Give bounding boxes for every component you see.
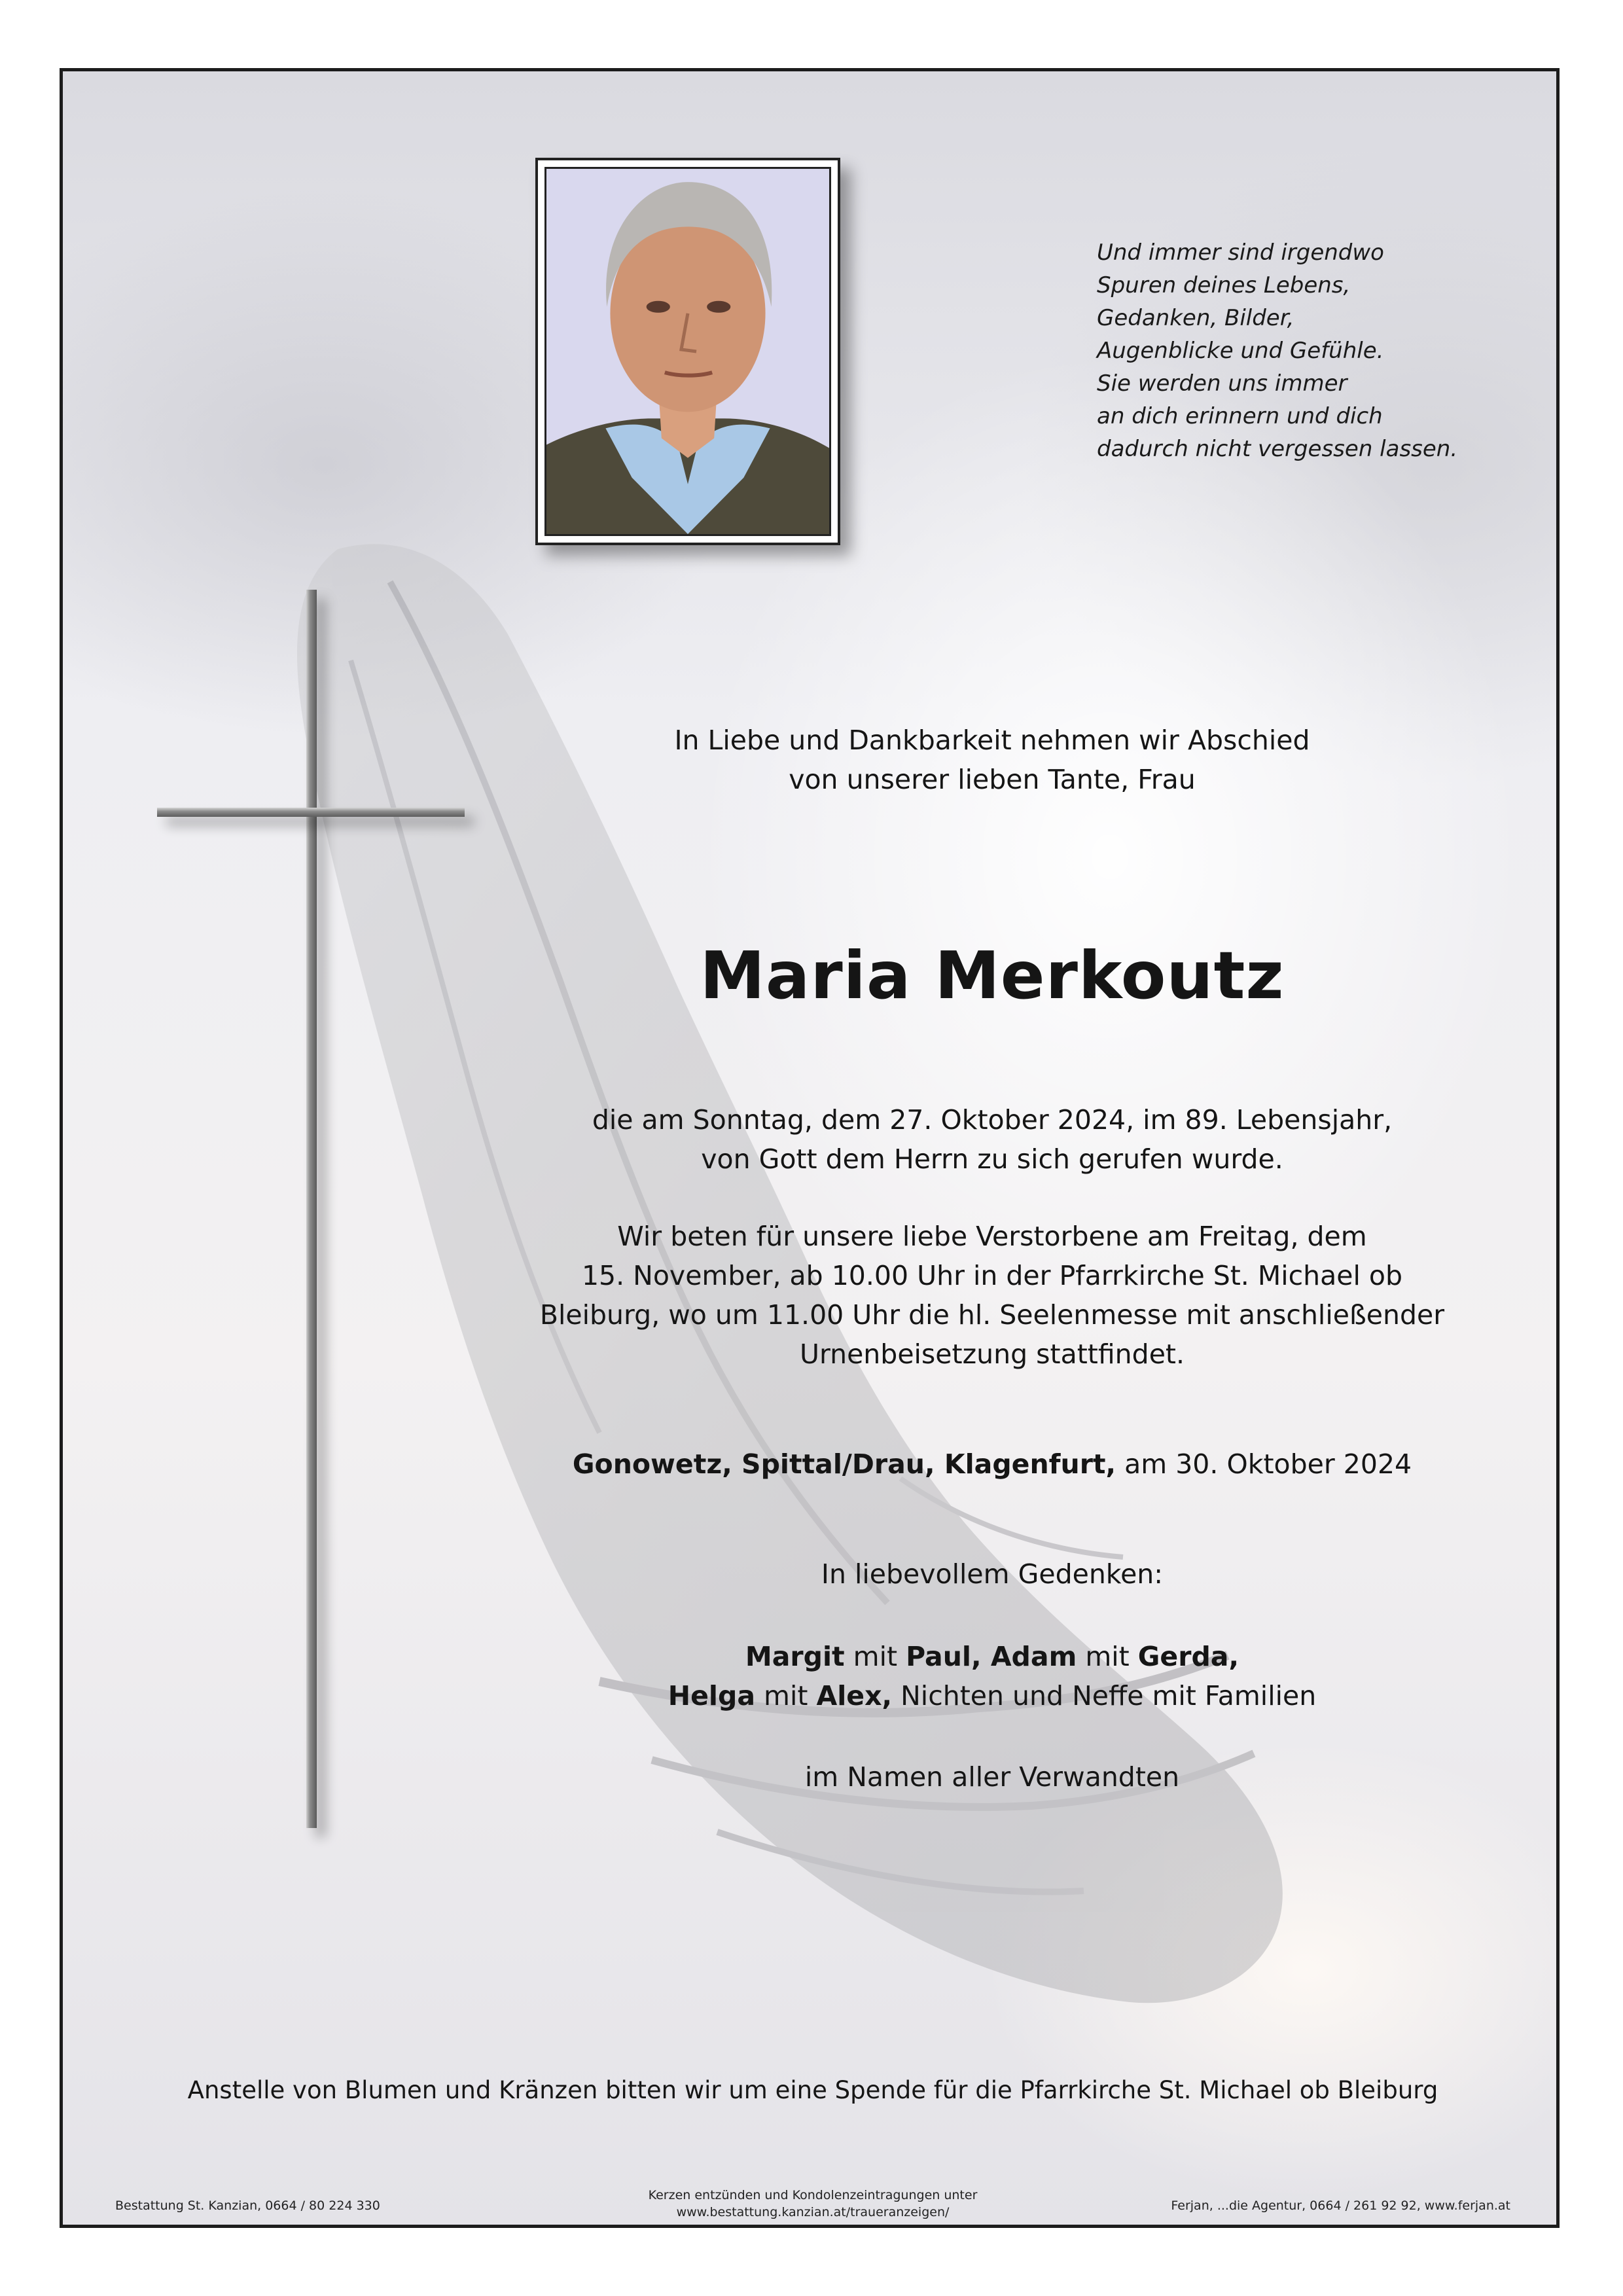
cross-horizontal-bar xyxy=(157,808,465,817)
poem-line: an dich erinnern und dich xyxy=(1097,403,1383,429)
death-line: die am Sonntag, dem 27. Oktober 2024, im 89. Lebensjahr, xyxy=(592,1104,1393,1136)
memorial-poem xyxy=(1097,236,1555,465)
footer-condolence xyxy=(551,2187,1075,2221)
footer-condolence-text: Kerzen entzünden und Kondolenzeintragungen unter xyxy=(648,2188,978,2202)
mourners-list xyxy=(534,1637,1450,1715)
ceremony-line: Urnenbeisetzung stattfindet. xyxy=(799,1338,1185,1370)
death-line: von Gott dem Herrn zu sich gerufen wurde. xyxy=(701,1143,1283,1175)
connector: mit xyxy=(1077,1641,1138,1672)
connector: mit xyxy=(755,1680,817,1712)
closing-line: im Namen aller Verwandten xyxy=(804,1761,1180,1793)
footer-condolence-link[interactable]: www.bestattung.kanzian.at/traueranzeigen/ xyxy=(676,2205,950,2219)
obituary-card xyxy=(60,68,1560,2228)
ceremony-line: Bleiburg, wo um 11.00 Uhr die hl. Seelenmesse mit anschließender xyxy=(539,1299,1445,1331)
death-notice xyxy=(534,1100,1450,1179)
intro-text xyxy=(534,721,1450,799)
relatives: Nichten und Neffe mit Familien xyxy=(892,1680,1317,1712)
ceremony-line: 15. November, ab 10.00 Uhr in der Pfarrkirche St. Michael ob xyxy=(581,1260,1403,1291)
cross-vertical-bar xyxy=(306,590,317,1828)
portrait-photo xyxy=(544,167,831,536)
poem-line: Sie werden uns immer xyxy=(1097,370,1347,397)
donation-request: Anstelle von Blumen und Kränzen bitten wir um eine Spende für die Pfarrkirche St. Michael ob Bleiburg xyxy=(187,2076,1438,2104)
intro-line: von unserer lieben Tante, Frau xyxy=(789,764,1196,795)
mourner-name: Paul, Adam xyxy=(906,1641,1077,1672)
place-and-date xyxy=(534,1444,1450,1484)
portrait-photo-frame xyxy=(535,158,840,545)
poem-line: Gedanken, Bilder, xyxy=(1097,305,1294,331)
ceremony-details xyxy=(534,1217,1450,1374)
footer-agency: Ferjan, ...die Agentur, 0664 / 261 92 92, www.ferjan.at xyxy=(1171,2198,1510,2213)
mourner-name: Margit xyxy=(745,1641,845,1672)
mourner-name: Gerda, xyxy=(1137,1641,1240,1672)
mourner-name: Alex, xyxy=(816,1680,893,1712)
poem-line: Augenblicke und Gefühle. xyxy=(1097,338,1384,364)
mourner-name: Helga xyxy=(668,1680,755,1712)
intro-line: In Liebe und Dankbarkeit nehmen wir Abschied xyxy=(674,725,1310,756)
poem-line: Spuren deines Lebens, xyxy=(1097,272,1351,298)
connector: mit xyxy=(844,1641,906,1672)
mourners-heading: In liebevollem Gedenken: xyxy=(821,1558,1164,1590)
poem-line: Und immer sind irgendwo xyxy=(1097,240,1384,266)
deceased-name: Maria Merkoutz xyxy=(700,937,1285,1014)
ceremony-line: Wir beten für unsere liebe Verstorbene am Freitag, dem xyxy=(617,1221,1367,1252)
date: am 30. Oktober 2024 xyxy=(1116,1448,1412,1480)
footer-funeral-home: Bestattung St. Kanzian, 0664 / 80 224 330 xyxy=(115,2198,380,2213)
poem-line: dadurch nicht vergessen lassen. xyxy=(1097,436,1458,462)
places: Gonowetz, Spittal/Drau, Klagenfurt, xyxy=(572,1448,1116,1480)
